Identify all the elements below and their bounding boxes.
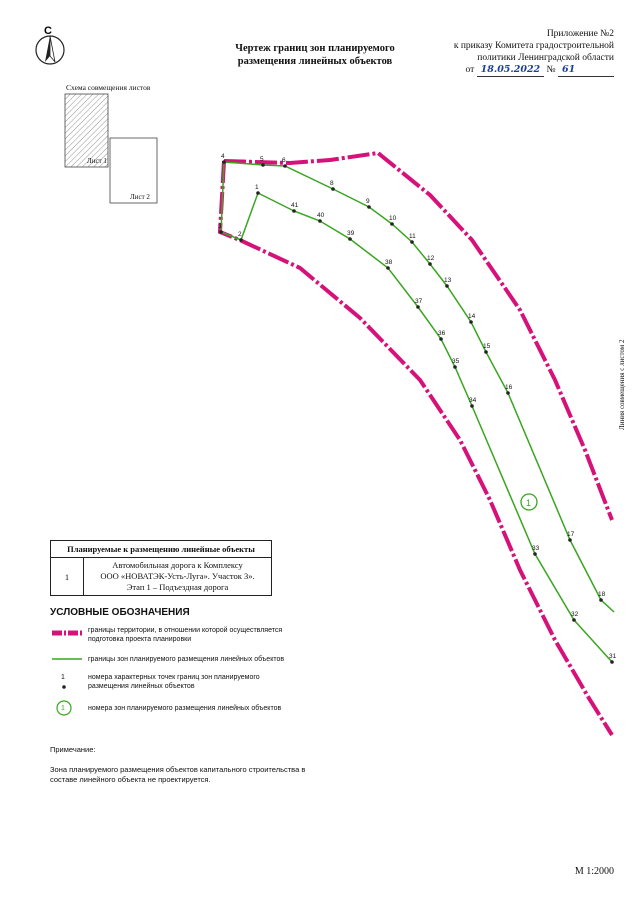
boundary-point-36	[439, 337, 443, 341]
appendix-line3: политики Ленинградской области	[477, 53, 614, 63]
boundary-point-label-3: 3	[218, 223, 222, 230]
boundary-point-6	[283, 164, 287, 168]
boundary-point-9	[367, 205, 371, 209]
appendix-line1: Приложение №2	[546, 29, 614, 39]
appendix-no-label: №	[546, 65, 556, 75]
boundary-point-label-13: 13	[444, 277, 452, 284]
boundary-point-label-12: 12	[427, 255, 435, 262]
boundary-point-31	[610, 660, 614, 664]
appendix-order-line	[374, 64, 614, 77]
boundary-point-16	[506, 391, 510, 395]
boundary-point-label-2: 2	[238, 231, 242, 238]
boundary-point-label-4: 4	[221, 153, 225, 160]
boundary-point-10	[390, 222, 394, 226]
objects-table-header: Планируемые к размещению линейные объекты	[51, 541, 271, 558]
territory-boundary	[220, 153, 612, 735]
boundary-point-label-34: 34	[469, 397, 477, 404]
boundary-point-label-31: 31	[609, 653, 617, 660]
north-letter: С	[44, 25, 52, 37]
boundary-point-label-15: 15	[483, 343, 491, 350]
boundary-point-12	[428, 262, 432, 266]
boundary-point-label-37: 37	[415, 298, 423, 305]
note-title: Примечание:	[50, 745, 96, 754]
legend-item-zone-numbers: номера зон планируемого размещения линейных объектов	[88, 705, 282, 712]
north-arrow-icon	[36, 36, 64, 64]
note-block	[50, 745, 310, 785]
appendix-date: 18.05.2022	[477, 64, 545, 77]
boundary-point-label-38: 38	[385, 259, 393, 266]
object-line1: Автомобильная дорога к Комплексу	[112, 560, 243, 570]
boundary-point-label-40: 40	[317, 212, 325, 219]
boundary-point-label-8: 8	[330, 180, 334, 187]
boundary-points	[218, 153, 617, 664]
boundary-point-label-6: 6	[282, 157, 286, 164]
boundary-point-18	[599, 598, 603, 602]
boundary-point-label-9: 9	[366, 198, 370, 205]
boundary-point-8	[331, 187, 335, 191]
legend-point-symbol	[62, 685, 66, 689]
sheet1-label: Лист 1	[87, 157, 107, 165]
sheet-scheme-title: Схема совмещения листов	[66, 83, 151, 92]
legend-title: УСЛОВНЫЕ ОБОЗНАЧЕНИЯ	[50, 607, 190, 618]
legend-point-number: 1	[61, 674, 65, 681]
note-text: Зона планируемого размещения объектов капитального строительства в составе линейного объекта не проектируется.	[50, 765, 306, 784]
sheet2-label: Лист 2	[130, 193, 150, 201]
boundary-point-label-16: 16	[505, 384, 513, 391]
boundary-point-label-41: 41	[291, 202, 299, 209]
boundary-point-14	[469, 320, 473, 324]
zone-boundary	[221, 162, 614, 662]
boundary-point-label-14: 14	[468, 313, 476, 320]
boundary-point-label-18: 18	[598, 591, 606, 598]
boundary-point-40	[318, 219, 322, 223]
boundary-point-label-36: 36	[438, 330, 446, 337]
table-row	[51, 558, 271, 595]
boundary-point-33	[533, 552, 537, 556]
appendix-from-label: от	[465, 65, 475, 75]
boundary-point-11	[410, 240, 414, 244]
boundary-point-34	[470, 404, 474, 408]
boundary-point-35	[453, 365, 457, 369]
boundary-point-39	[348, 237, 352, 241]
boundary-point-label-33: 33	[532, 545, 540, 552]
boundary-point-32	[572, 618, 576, 622]
object-description	[84, 558, 271, 595]
boundary-point-41	[292, 209, 296, 213]
legend-zone-number: 1	[61, 705, 65, 712]
boundary-point-3	[219, 230, 223, 234]
object-line2: ООО «НОВАТЭК-Усть-Луга». Участок 3».	[100, 571, 255, 581]
page-title-line2: размещения линейных объектов	[237, 56, 393, 67]
boundary-point-38	[386, 266, 390, 270]
boundary-point-label-10: 10	[389, 215, 397, 222]
boundary-point-1	[256, 191, 260, 195]
boundary-point-label-32: 32	[571, 611, 579, 618]
boundary-point-17	[568, 538, 572, 542]
page-title-line1: Чертеж границ зон планируемого	[235, 43, 395, 54]
zone-number-label: 1	[526, 498, 532, 508]
boundary-point-label-1: 1	[255, 184, 259, 191]
scale-label: М 1:2000	[574, 866, 614, 877]
sheet-join-line-label: Линия совмещения с листом 2	[618, 339, 626, 430]
sheet-scheme	[65, 94, 157, 203]
boundary-point-4	[222, 160, 226, 164]
boundary-point-13	[445, 284, 449, 288]
object-line3: Этап 1 – Подъездная дорога	[126, 582, 229, 592]
boundary-point-label-17: 17	[567, 531, 575, 538]
object-number: 1	[51, 558, 84, 595]
appendix-block	[374, 28, 614, 77]
objects-table	[50, 540, 272, 596]
boundary-point-5	[261, 163, 265, 167]
boundary-point-label-35: 35	[452, 358, 460, 365]
appendix-number: 61	[558, 64, 614, 77]
boundary-point-2	[239, 238, 243, 242]
boundary-point-37	[416, 305, 420, 309]
boundary-point-15	[484, 350, 488, 354]
boundary-point-label-5: 5	[260, 156, 264, 163]
legend-item-boundary: границы территории, в отношении которой осуществляется подготовка проекта планировки	[88, 627, 283, 643]
boundary-point-label-39: 39	[347, 230, 355, 237]
legend-item-zone: границы зон планируемого размещения линейных объектов	[88, 656, 285, 663]
appendix-line2: к приказу Комитета градостроительной	[453, 41, 614, 51]
boundary-point-label-11: 11	[409, 233, 416, 240]
legend-item-points: номера характерных точек границ зон планируемого размещения линейных объектов	[88, 674, 260, 690]
